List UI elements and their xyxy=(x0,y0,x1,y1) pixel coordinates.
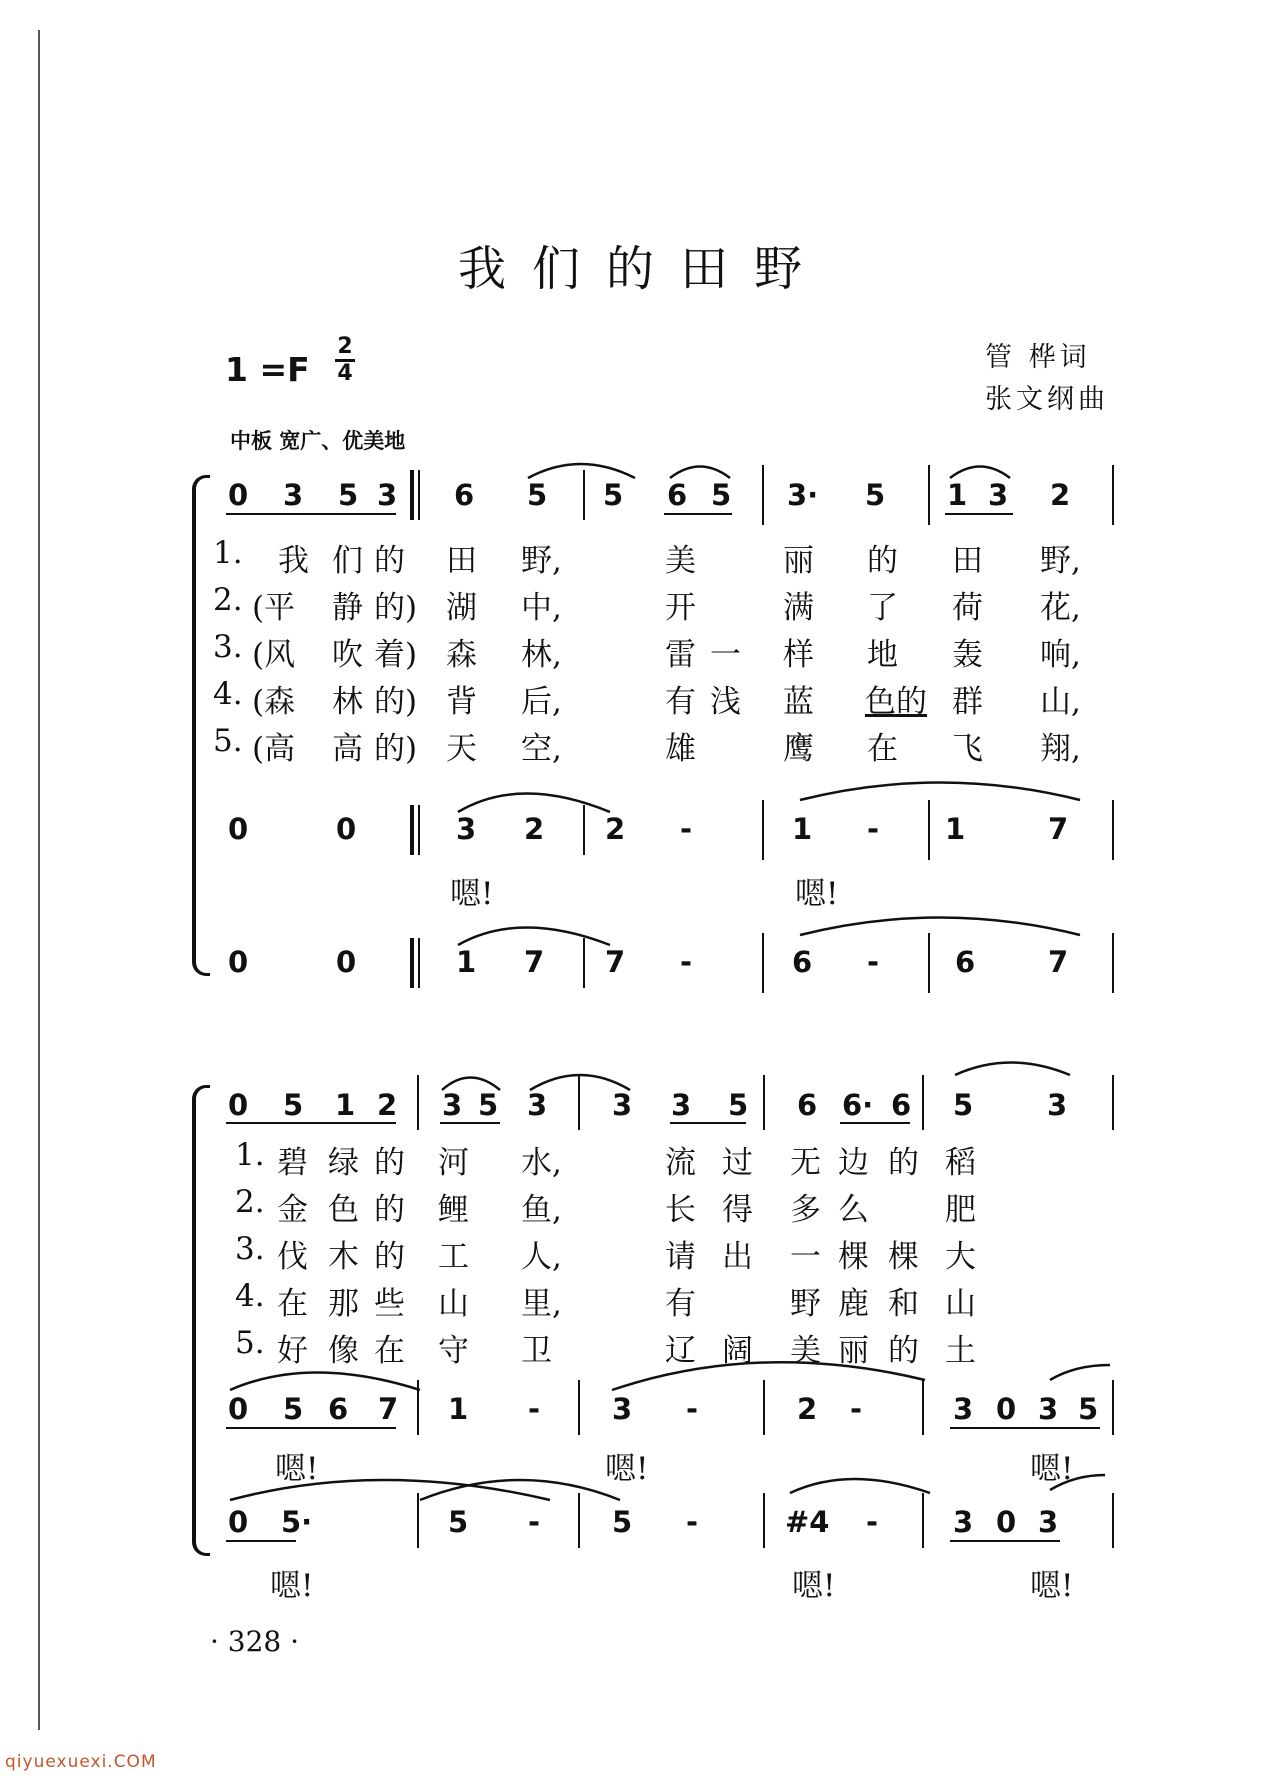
lyric: 3. xyxy=(235,1231,265,1267)
slur xyxy=(612,1362,925,1390)
lyric: 么 xyxy=(838,1192,869,1228)
note: 5 xyxy=(612,1505,633,1539)
lyric: 辽 xyxy=(665,1333,696,1369)
note: 7 xyxy=(524,945,545,979)
lyric: 4. xyxy=(235,1278,265,1314)
lyric: 肥 xyxy=(945,1192,976,1228)
lyric: 的 xyxy=(374,1192,405,1228)
lyric: 一 xyxy=(790,1239,821,1275)
note: 1 xyxy=(335,1088,356,1122)
lyric: 山, xyxy=(1040,684,1081,720)
note: 0 xyxy=(228,945,249,979)
lyric: 人, xyxy=(521,1239,562,1275)
lyricist-credit: 管 桦词 xyxy=(985,342,1091,373)
note: 7 xyxy=(605,945,626,979)
note: - xyxy=(867,945,880,979)
note: 3 xyxy=(953,1505,974,1539)
note: 1 xyxy=(945,812,966,846)
lyric: 在 xyxy=(374,1333,405,1369)
note: 5 xyxy=(1078,1392,1099,1426)
note: 5 xyxy=(448,1505,469,1539)
lyric: 雷 xyxy=(665,637,696,673)
lyric: 着) xyxy=(374,637,418,673)
lyric: 空, xyxy=(521,731,562,767)
lyric: 们 xyxy=(332,543,363,579)
note: 1 xyxy=(792,812,813,846)
lyric: 3. xyxy=(213,629,243,665)
lyric: (风 xyxy=(252,637,296,673)
lyric: 响, xyxy=(1040,637,1081,673)
note: 3 xyxy=(612,1088,633,1122)
note: 3 xyxy=(283,478,304,512)
lyric: 卫 xyxy=(521,1333,552,1369)
lyric: 的) xyxy=(374,684,418,720)
note: - xyxy=(680,945,693,979)
note: 5 xyxy=(478,1088,499,1122)
lyric: 伐 xyxy=(277,1239,308,1275)
lyric: 浅 xyxy=(710,684,741,720)
note: 0 xyxy=(228,1392,249,1426)
lyric: (平 xyxy=(252,590,296,626)
lyric: 的 xyxy=(374,1239,405,1275)
lyric: 木 xyxy=(328,1239,359,1275)
lyric: 得 xyxy=(722,1192,753,1228)
slur xyxy=(230,1480,550,1500)
key-signature: 1 =F xyxy=(225,350,310,389)
lyric: 田 xyxy=(952,543,983,579)
note: 3 xyxy=(953,1392,974,1426)
lyric: 中, xyxy=(521,590,562,626)
lyric: 开 xyxy=(665,590,696,626)
lyric: 请 xyxy=(665,1239,696,1275)
note: 5 xyxy=(527,478,548,512)
lyric: 那 xyxy=(328,1286,359,1322)
lyric: 在 xyxy=(867,731,898,767)
lyric: 的 xyxy=(888,1145,919,1181)
note: 5 xyxy=(338,478,359,512)
note: - xyxy=(850,1392,863,1426)
lyric: 鱼, xyxy=(521,1192,562,1228)
lyric: 静 xyxy=(332,590,363,626)
lyric: 花, xyxy=(1040,590,1081,626)
page-number: · 328 · xyxy=(210,1625,300,1658)
lyric: 金 xyxy=(277,1192,308,1228)
note: 6 xyxy=(454,478,475,512)
lyric: 守 xyxy=(438,1333,469,1369)
note: 2 xyxy=(605,812,626,846)
note: 1 xyxy=(947,478,968,512)
note: 3 xyxy=(988,478,1009,512)
lyric: 雄 xyxy=(665,731,696,767)
note: 3 xyxy=(527,1088,548,1122)
lyric: 山 xyxy=(438,1286,469,1322)
lyric: 地 xyxy=(867,637,898,673)
slur xyxy=(950,467,1010,479)
lyric: 的 xyxy=(888,1333,919,1369)
lyric: 些 xyxy=(374,1286,405,1322)
note: - xyxy=(528,1392,541,1426)
note: 6 xyxy=(792,945,813,979)
lyric: 里, xyxy=(521,1286,562,1322)
lyric: 在 xyxy=(277,1286,308,1322)
note: - xyxy=(866,1505,879,1539)
note: 1 xyxy=(456,945,477,979)
lyric: 河 xyxy=(438,1145,469,1181)
lyric: 5. xyxy=(213,723,243,759)
time-signature-top: 2 xyxy=(337,334,353,359)
lyric: 美 xyxy=(790,1333,821,1369)
note: 3 xyxy=(456,812,477,846)
lyric: 1. xyxy=(213,535,243,571)
lyric: 了 xyxy=(867,590,898,626)
lyric: 流 xyxy=(665,1145,696,1181)
lyric: 的 xyxy=(374,543,405,579)
note: 5 xyxy=(953,1088,974,1122)
lyric: 林 xyxy=(332,684,363,720)
lyric: 群 xyxy=(952,684,983,720)
lyric: 湖 xyxy=(446,590,477,626)
lyric: 2. xyxy=(235,1184,265,1220)
lyric: 田 xyxy=(446,543,477,579)
slur xyxy=(790,1479,930,1493)
time-signature-bottom: 4 xyxy=(337,361,353,386)
note: 0 xyxy=(336,945,357,979)
alto-lyric: 嗯! xyxy=(450,876,494,912)
note: 0 xyxy=(228,812,249,846)
alto-lyric: 嗯! xyxy=(275,1451,319,1487)
lyric: 棵 xyxy=(888,1239,919,1275)
lyric: 丽 xyxy=(783,543,814,579)
slur xyxy=(955,1063,1070,1076)
slur xyxy=(530,1075,630,1090)
note: 5· xyxy=(281,1505,313,1539)
slur xyxy=(670,467,730,479)
note: 5 xyxy=(728,1088,749,1122)
note: - xyxy=(867,812,880,846)
note: 6 xyxy=(328,1392,349,1426)
note: - xyxy=(686,1505,699,1539)
lyric: 翔, xyxy=(1040,731,1081,767)
lyric: 满 xyxy=(783,590,814,626)
note: 0 xyxy=(228,1505,249,1539)
note: 5 xyxy=(603,478,624,512)
lyric: 野, xyxy=(521,543,562,579)
lyric: 蓝 xyxy=(783,684,814,720)
lyric: 森 xyxy=(446,637,477,673)
slur xyxy=(800,918,1080,936)
lyric: 土 xyxy=(945,1333,976,1369)
note: 0 xyxy=(996,1392,1017,1426)
note: - xyxy=(686,1392,699,1426)
lyric: 轰 xyxy=(952,637,983,673)
note: 3 xyxy=(612,1392,633,1426)
lyric: 高 xyxy=(332,731,363,767)
slur xyxy=(458,928,610,946)
note: 7 xyxy=(1048,812,1069,846)
note: 5 xyxy=(283,1392,304,1426)
lyric: 的) xyxy=(374,590,418,626)
lyric: 美 xyxy=(665,543,696,579)
bass-lyric: 嗯! xyxy=(792,1568,836,1604)
slur xyxy=(1050,1365,1110,1380)
lyric: 棵 xyxy=(838,1239,869,1275)
note: 7 xyxy=(378,1392,399,1426)
lyric: 色 xyxy=(328,1192,359,1228)
lyric: 鹿 xyxy=(838,1286,869,1322)
lyric: 长 xyxy=(665,1192,696,1228)
bass-lyric: 嗯! xyxy=(1030,1568,1074,1604)
lyric: 2. xyxy=(213,582,243,618)
lyric: 野, xyxy=(1040,543,1081,579)
lyric: 1. xyxy=(235,1137,265,1173)
lyric: 有 xyxy=(665,1286,696,1322)
lyric: 色的 xyxy=(865,684,927,720)
lyric: 天 xyxy=(446,731,477,767)
note: 6 xyxy=(891,1088,912,1122)
note: 3 xyxy=(671,1088,692,1122)
note: 0 xyxy=(336,812,357,846)
song-title: 我们的田野 xyxy=(457,241,828,297)
slur xyxy=(442,1078,500,1091)
lyric: 稻 xyxy=(945,1145,976,1181)
lyric: 一 xyxy=(710,637,741,673)
note: 3 xyxy=(1038,1505,1059,1539)
alto-lyric: 嗯! xyxy=(1030,1451,1074,1487)
lyric: 的 xyxy=(867,543,898,579)
tempo-marking: 中板 宽广、优美地 xyxy=(230,429,406,453)
lyric: 飞 xyxy=(952,731,983,767)
lyric: 丽 xyxy=(838,1333,869,1369)
lyric: 荷 xyxy=(952,590,983,626)
lyric: 吹 xyxy=(332,637,363,673)
slur xyxy=(458,794,610,813)
lyric: 5. xyxy=(235,1325,265,1361)
lyric: 无 xyxy=(790,1145,821,1181)
lyric: 和 xyxy=(888,1286,919,1322)
lyric: (高 xyxy=(252,731,296,767)
note: 3 xyxy=(1047,1088,1068,1122)
note: 2 xyxy=(524,812,545,846)
note: 0 xyxy=(228,478,249,512)
note: #4 xyxy=(785,1505,830,1539)
slur xyxy=(528,464,635,478)
lyric: 的) xyxy=(374,731,418,767)
lyric: 像 xyxy=(328,1333,359,1369)
lyric: 山 xyxy=(945,1286,976,1322)
note: 5 xyxy=(711,478,732,512)
lyric: 鹰 xyxy=(783,731,814,767)
lyric: 样 xyxy=(783,637,814,673)
note: 3· xyxy=(787,478,819,512)
bass-lyric: 嗯! xyxy=(270,1568,314,1604)
watermark: qiyuexuexi.COM xyxy=(5,1752,157,1772)
lyric: 出 xyxy=(722,1239,753,1275)
lyric: 阔 xyxy=(722,1333,753,1369)
note: 2 xyxy=(377,1088,398,1122)
note: 6 xyxy=(955,945,976,979)
lyric: 背 xyxy=(446,684,477,720)
composer-credit: 张文纲曲 xyxy=(985,384,1109,415)
slur xyxy=(1050,1475,1105,1490)
lyric: 边 xyxy=(838,1145,869,1181)
lyric: 林, xyxy=(521,637,562,673)
note: 5 xyxy=(865,478,886,512)
note: 2 xyxy=(1050,478,1071,512)
lyric: (森 xyxy=(252,684,296,720)
lyric: 4. xyxy=(213,676,243,712)
note: 0 xyxy=(228,1088,249,1122)
lyric: 我 xyxy=(278,543,309,579)
note: 6 xyxy=(667,478,688,512)
note: - xyxy=(528,1505,541,1539)
lyric: 工 xyxy=(438,1239,469,1275)
slur xyxy=(230,1373,420,1391)
alto-lyric: 嗯! xyxy=(795,876,839,912)
lyric: 绿 xyxy=(328,1145,359,1181)
lyric: 的 xyxy=(374,1145,405,1181)
lyric: 过 xyxy=(722,1145,753,1181)
lyric: 大 xyxy=(945,1239,976,1275)
note: 3 xyxy=(1038,1392,1059,1426)
note: 5 xyxy=(283,1088,304,1122)
note: 2 xyxy=(797,1392,818,1426)
note: 6 xyxy=(797,1088,818,1122)
lyric: 后, xyxy=(521,684,562,720)
lyric: 碧 xyxy=(277,1145,308,1181)
note: 6· xyxy=(842,1088,874,1122)
lyric: 多 xyxy=(790,1192,821,1228)
note: 0 xyxy=(996,1505,1017,1539)
lyric: 鲤 xyxy=(438,1192,469,1228)
lyric: 野 xyxy=(790,1286,821,1322)
lyric: 好 xyxy=(277,1333,308,1369)
slur xyxy=(800,783,1080,801)
alto-lyric: 嗯! xyxy=(605,1451,649,1487)
note: - xyxy=(680,812,693,846)
note: 7 xyxy=(1048,945,1069,979)
lyric: 水, xyxy=(521,1145,562,1181)
note: 3 xyxy=(442,1088,463,1122)
note: 1 xyxy=(448,1392,469,1426)
note: 3 xyxy=(377,478,398,512)
lyric: 有 xyxy=(665,684,696,720)
